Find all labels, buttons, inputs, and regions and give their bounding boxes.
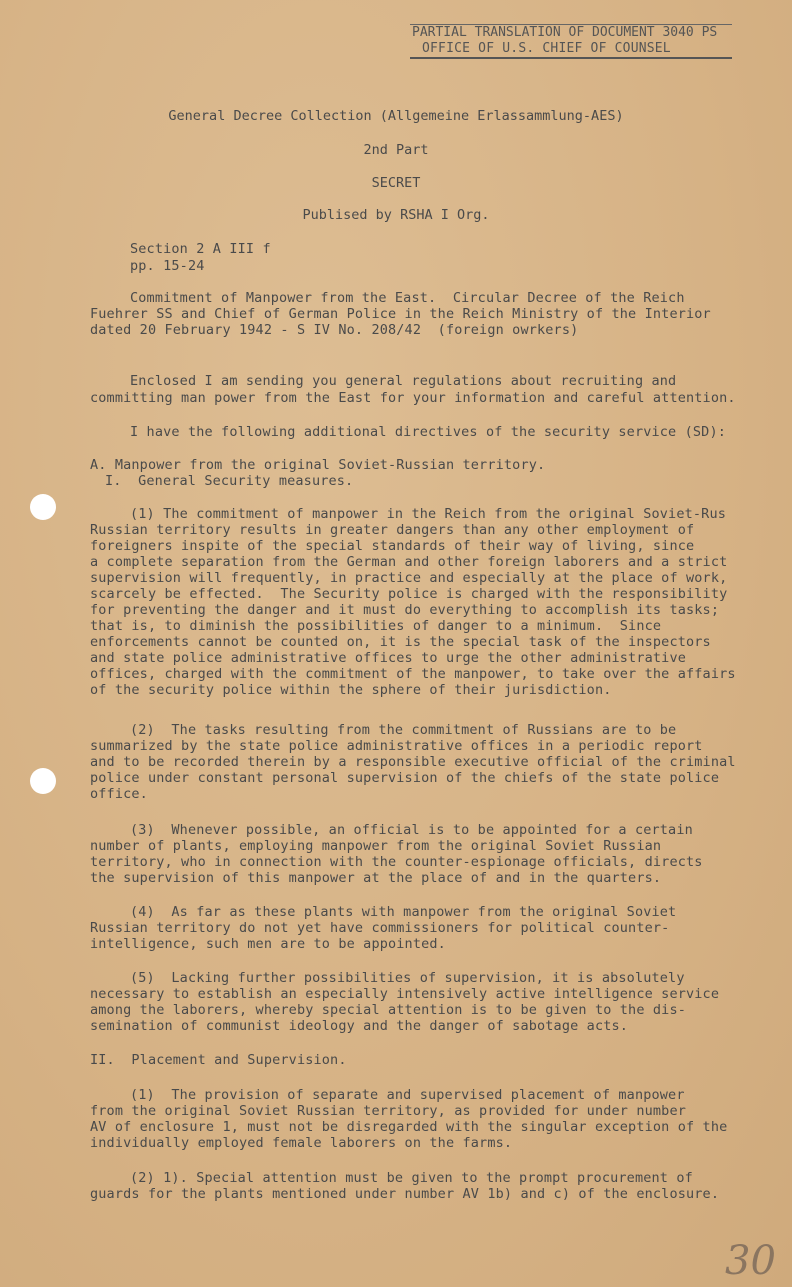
para1-line-3: foreigners inspite of the special standards of their way of living, since bbox=[90, 538, 695, 554]
para7-line-1: (2) 1). Special attention must be given to the prompt procurement of bbox=[130, 1170, 693, 1186]
heading-a: A. Manpower from the original Soviet-Russian territory. bbox=[90, 457, 546, 473]
para6-line-4: individually employed female laborers on the farms. bbox=[90, 1135, 513, 1151]
para2-line-5: office. bbox=[90, 786, 148, 802]
para1-line-2: Russian territory results in greater dangers than any other employment of bbox=[90, 522, 695, 538]
para4-line-2: Russian territory do not yet have commissioners for political counter- bbox=[90, 920, 670, 936]
header-line-1: PARTIAL TRANSLATION OF DOCUMENT 3040 PS bbox=[410, 24, 732, 41]
para1-line-5: supervision will frequently, in practice and especially at the place of work, bbox=[90, 570, 728, 586]
para5-line-4: semination of communist ideology and the danger of sabotage acts. bbox=[90, 1018, 629, 1034]
para4-line-3: intelligence, such men are to be appointed. bbox=[90, 936, 446, 952]
para3-line-2: number of plants, employing manpower from the original Soviet Russian bbox=[90, 838, 662, 854]
para2-line-2: summarized by the state police administrative offices in a periodic report bbox=[90, 738, 703, 754]
para6-line-3: AV of enclosure 1, must not be disregarded with the singular exception of the bbox=[90, 1119, 728, 1135]
para3-line-1: (3) Whenever possible, an official is to be appointed for a certain bbox=[130, 822, 693, 838]
para1-line-12: of the security police within the sphere of their jurisdiction. bbox=[90, 682, 612, 698]
subject-line-3: dated 20 February 1942 - S IV No. 208/42 (foreign owrkers) bbox=[90, 322, 579, 338]
classification-label: SECRET bbox=[371, 175, 421, 191]
heading-1: I. General Security measures. bbox=[105, 473, 354, 489]
document-header bbox=[410, 24, 732, 59]
section-line-1: Section 2 A III f bbox=[130, 241, 271, 257]
para5-line-3: among the laborers, whereby special attention is to be given to the dis- bbox=[90, 1002, 686, 1018]
para2-line-1: (2) The tasks resulting from the commitment of Russians are to be bbox=[130, 722, 677, 738]
binder-hole-top bbox=[30, 494, 56, 520]
intro1-line-2: committing man power from the East for your information and careful attention. bbox=[90, 390, 736, 406]
para1-line-10: and state police administrative offices to urge the other administrative bbox=[90, 650, 686, 666]
para1-line-1: (1) The commitment of manpower in the Reich from the original Soviet-Rus bbox=[130, 506, 726, 522]
heading-2: II. Placement and Supervision. bbox=[90, 1052, 347, 1068]
para3-line-3: territory, who in connection with the counter-espionage officials, directs bbox=[90, 854, 703, 870]
page-number: 30 bbox=[725, 1238, 776, 1284]
para5-line-2: necessary to establish an especially intensively active intelligence service bbox=[90, 986, 720, 1002]
part-label: 2nd Part bbox=[363, 142, 429, 158]
section-line-2: pp. 15-24 bbox=[130, 258, 205, 274]
header-line-2: OFFICE OF U.S. CHIEF OF COUNSEL bbox=[410, 41, 732, 59]
para2-line-4: police under constant personal supervision of the chiefs of the state police bbox=[90, 770, 720, 786]
intro2-line: I have the following additional directives of the security service (SD): bbox=[130, 424, 726, 440]
collection-title: General Decree Collection (Allgemeine Erlassammlung-AES) bbox=[168, 108, 624, 124]
para4-line-1: (4) As far as these plants with manpower from the original Soviet bbox=[130, 904, 677, 920]
para2-line-3: and to be recorded therein by a responsible executive official of the criminal bbox=[90, 754, 736, 770]
para6-line-2: from the original Soviet Russian territory, as provided for under number bbox=[90, 1103, 686, 1119]
para1-line-9: enforcements cannot be counted on, it is the special task of the inspectors bbox=[90, 634, 711, 650]
para3-line-4: the supervision of this manpower at the place of and in the quarters. bbox=[90, 870, 662, 886]
para1-line-8: that is, to diminish the possibilities of danger to a minimum. Since bbox=[90, 618, 662, 634]
para7-line-2: guards for the plants mentioned under number AV 1b) and c) of the enclosure. bbox=[90, 1186, 720, 1202]
para6-line-1: (1) The provision of separate and supervised placement of manpower bbox=[130, 1087, 685, 1103]
para5-line-1: (5) Lacking further possibilities of supervision, it is absolutely bbox=[130, 970, 685, 986]
subject-line-2: Fuehrer SS and Chief of German Police in the Reich Ministry of the Interior bbox=[90, 306, 711, 322]
subject-line-1: Commitment of Manpower from the East. Circular Decree of the Reich bbox=[130, 290, 685, 306]
publisher-label: Publised by RSHA I Org. bbox=[302, 207, 490, 223]
binder-hole-bottom bbox=[30, 768, 56, 794]
para1-line-7: for preventing the danger and it must do everything to accomplish its tasks; bbox=[90, 602, 720, 618]
para1-line-11: offices, charged with the commitment of the manpower, to take over the affairs bbox=[90, 666, 736, 682]
intro1-line-1: Enclosed I am sending you general regulations about recruiting and bbox=[130, 373, 677, 389]
para1-line-6: scarcely be effected. The Security police is charged with the responsibility bbox=[90, 586, 728, 602]
para1-line-4: a complete separation from the German and other foreign laborers and a strict bbox=[90, 554, 728, 570]
